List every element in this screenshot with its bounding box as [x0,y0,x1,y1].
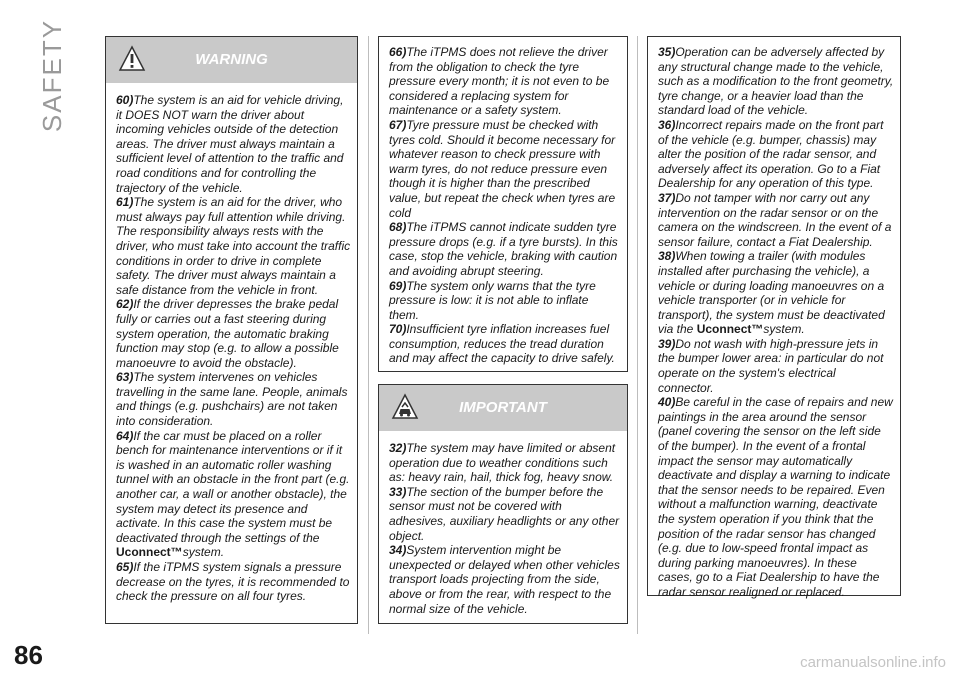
note-item [116,560,351,604]
note-item [389,441,621,485]
watermark: carmanualsonline.info [800,654,946,671]
note-item [658,118,894,191]
important-continued-box [647,36,901,599]
note-text: If the car must be placed on a roller bench for maintenance interventions or if it is washed in an automatic roller washing tunnel with an obstacle in the front part (e.g. another car, a wall or another obstacle), the system may detect its presence and activate. In this case the system must be deactivated through the settings of the [116,428,350,545]
note-item [389,543,621,616]
warning-list-1 [106,83,357,604]
note-number: 67) [389,117,407,132]
warning-title: WARNING [195,51,268,68]
note-number: 61) [116,195,134,210]
note-text: The system is an aid for the driver, who must always pay full attention while driving. The responsibility always rests with the driver, who must take into account the traffic conditions in order to drive in complete safety. The driver must always maintain a safe distance from the vehicle in front. [116,195,351,297]
note-item [658,249,894,337]
note-item [389,279,621,323]
brand-name: Uconnect™ [696,322,764,337]
note-number: 36) [658,117,676,132]
warning-box [105,36,358,624]
note-number: 62) [116,297,134,312]
note-text: The system may have limited or absent operation due to weather conditions such as: heavy rain, hail, thick fog, heavy snow. [389,441,616,485]
page-number: 86 [14,640,43,670]
note-item [389,220,621,278]
note-text: System intervention might be unexpected or delayed when other vehicles transport loads projecting from the side, above or from the rear, with respect to the normal size of the vehicle. [389,543,620,616]
note-item [116,93,351,195]
note-number: 39) [658,336,676,351]
note-text: Tyre pressure must be checked with tyres cold. Should it become necessary for whatever reason to check pressure with warm tyres, do not reduce pressure even though it is higher than the prescribed value, but repeat the check when tyres are cold [389,117,616,220]
note-item [389,45,621,118]
note-text: The system is an aid for vehicle driving, it DOES NOT warn the driver about incoming vehicles outside of the detection areas. The driver must always maintain a sufficient level of attention to the traffic and road conditions and for controlling the trajectory of the vehicle. [116,93,344,195]
note-item [658,45,894,118]
warning-list-2 [379,37,627,366]
note-text: If the driver depresses the brake pedal fully or carries out a fast steering during system operation, the automatic braking function may stop (e.g. to allow a possible manoeuvre to avoid the obstacle). [116,297,339,370]
note-number: 66) [389,45,407,59]
column-divider [368,36,369,634]
note-text: Be careful in the case of repairs and new paintings in the area around the sensor (panel covering the sensor on the left side of the bumper). In the event of a frontal impact the sensor may automatically deactivate and display a warning to indicate that the sensor needs to be repaired. Even without a malfunction warning, deactivate the system operation if you think that the position of the radar sensor has changed (e.g. due to low-speed frontal impact as during parking manoeuvres). In these cases, go to a Fiat Dealership to have the radar sensor realigned or replaced. [658,395,893,599]
note-item [116,297,351,370]
note-text: Operation can be adversely affected by any structural change made to the vehicle, such as a modification to the front geometry, tyre change, or a heavier load than the standard load of the vehicle. [658,45,894,118]
note-number: 33) [389,484,407,499]
note-number: 68) [389,220,407,235]
note-item [389,485,621,543]
important-list-2 [648,37,900,600]
note-text: The system only warns that the tyre pressure is low: it is not able to inflate them. [389,278,596,322]
note-text: The iTPMS cannot indicate sudden tyre pressure drops (e.g. if a tyre bursts). In this case, stop the vehicle, braking with caution and avoiding abrupt steering. [389,220,618,278]
note-number: 70) [389,322,407,337]
note-text-end: system. [763,322,805,337]
note-number: 35) [658,45,676,59]
note-item [116,370,351,428]
note-item [116,429,351,560]
note-number: 34) [389,543,407,558]
section-label-text: SAFETY [37,18,68,133]
warning-header [106,37,357,83]
note-text: The section of the bumper before the sensor must not be covered with adhesives, auxiliary headlights or any other object. [389,484,620,543]
important-box [378,384,628,624]
note-number: 32) [389,441,407,455]
note-number: 64) [116,428,134,443]
note-item [658,395,894,599]
note-number: 69) [389,278,407,293]
note-text: Insufficient tyre inflation increases fuel consumption, reduces the tread duration and may affect the capacity to drive safely. [389,322,615,366]
section-label [14,18,68,133]
note-item [389,118,621,220]
note-number: 63) [116,370,134,385]
note-number: 60) [116,93,134,107]
note-text-end: system. [182,545,225,560]
note-text: Do not wash with high-pressure jets in the bumper lower area: in particular do not operate on the system's electrical connector. [658,336,884,395]
important-title: IMPORTANT [459,399,547,416]
note-number: 38) [658,249,676,264]
note-text: The system intervenes on vehicles travelling in the same lane. People, animals and things (e.g. pushchairs) are not taken into consideration. [116,370,348,429]
brand-name: Uconnect™ [116,545,183,560]
note-text: The iTPMS does not relieve the driver from the obligation to check the tyre pressure every month; it is not even to be considered a replacing system for maintenance or a safety system. [389,45,610,118]
note-text: When towing a trailer (with modules installed after purchasing the vehicle), a vehicle or during loading manoeuvres on a vehicle transporter (or in vehicle for transport), the system must be deactivated via the [658,249,885,337]
important-list-1 [379,431,627,616]
column-divider [637,36,638,634]
note-number: 37) [658,190,676,205]
note-text: Incorrect repairs made on the front part of the vehicle (e.g. bumper, chassis) may alter the position of the radar sensor, and adversely affect its operation. Go to a Fiat Dealership for any operation of this type. [658,117,884,191]
note-number: 65) [116,560,134,574]
important-header [379,385,627,431]
note-item [658,337,894,395]
note-text: Do not tamper with nor carry out any intervention on the radar sensor or on the camera on the windscreen. In the event of a sensor failure, contact a Fiat Dealership. [658,190,892,249]
note-item [389,322,621,366]
note-text: If the iTPMS system signals a pressure decrease on the tyres, it is recommended to check the pressure on all four tyres. [116,560,350,604]
warning-continued-box [378,36,628,372]
note-number: 40) [658,395,676,410]
note-item [658,191,894,249]
note-item [116,195,351,297]
